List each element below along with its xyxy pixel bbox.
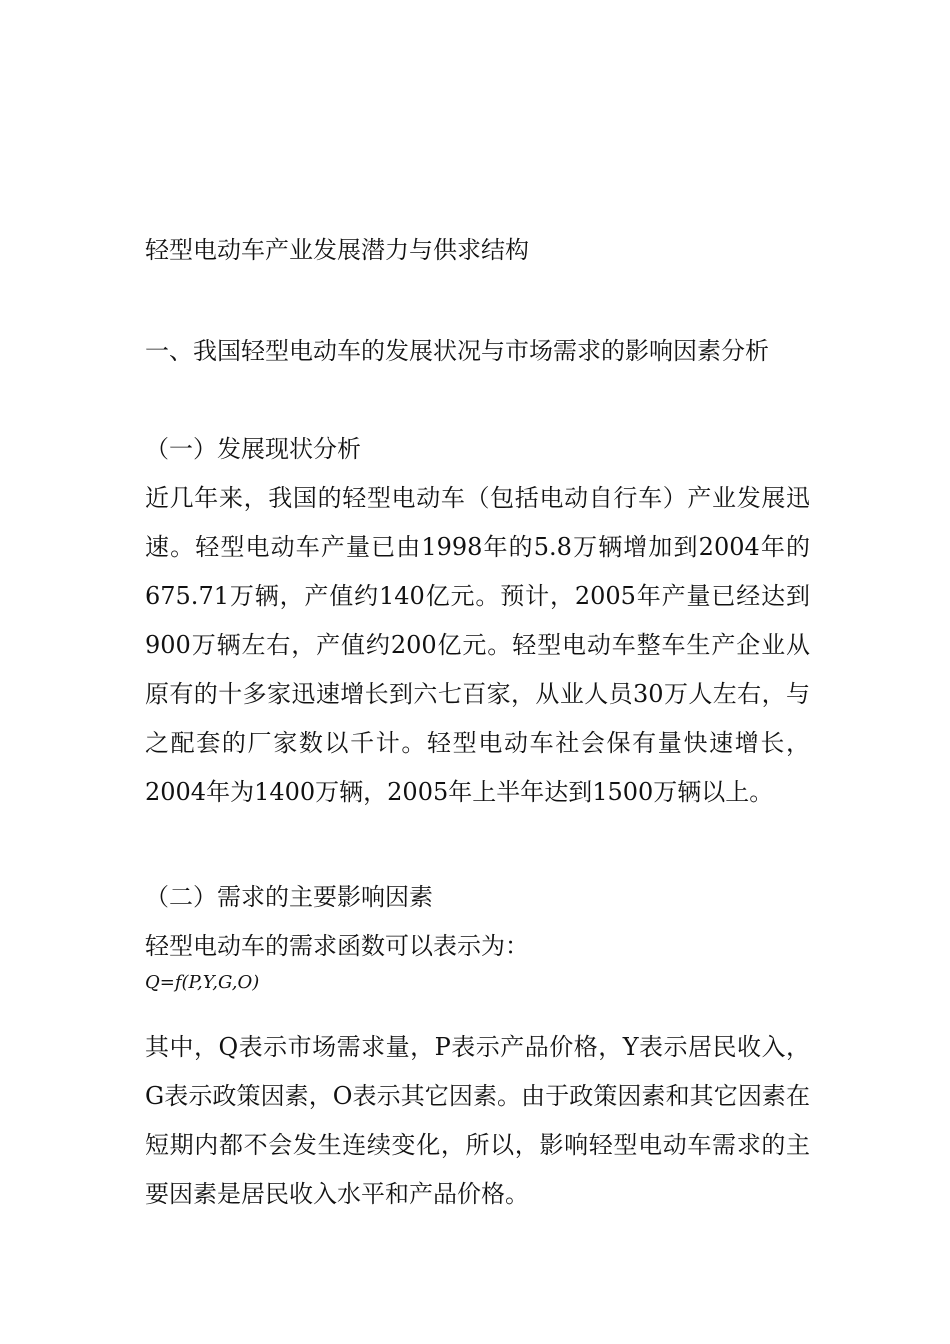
subsection-heading-development-status: （一）发展现状分析	[145, 435, 361, 463]
paragraph-demand-explanation: 其中，Q表示市场需求量，P表示产品价格，Y表示居民收入，G表示政策因素，O表示其它因素。由于政策因素和其它因素在短期内都不会发生连续变化，所以，影响轻型电动车需求的主要因素是居民收入水平和产品价格。	[145, 1033, 810, 1208]
demand-function-formula: Q=f(P,Y,G,O)	[145, 972, 260, 993]
subsection-heading-demand-factors: （二）需求的主要影响因素	[145, 883, 433, 911]
document-title: 轻型电动车产业发展潜力与供求结构	[145, 236, 529, 264]
paragraph-demand-function-intro: 轻型电动车的需求函数可以表示为：	[145, 932, 529, 960]
paragraph-development-status: 近几年来，我国的轻型电动车（包括电动自行车）产业发展迅速。轻型电动车产量已由1998年的5.8万辆增加到2004年的675.71万辆，产值约140亿元。预计，2005年产量已经达到900万辆左右，产值约200亿元。轻型电动车整车生产企业从原有的十多家迅速增长到六七百家，从业人员30万人左右，与之配套的厂家数以千计。轻型电动车社会保有量快速增长，2004年为1400万辆，2005年上半年达到1500万辆以上。	[145, 484, 810, 806]
section-heading: 一、我国轻型电动车的发展状况与市场需求的影响因素分析	[145, 337, 769, 365]
